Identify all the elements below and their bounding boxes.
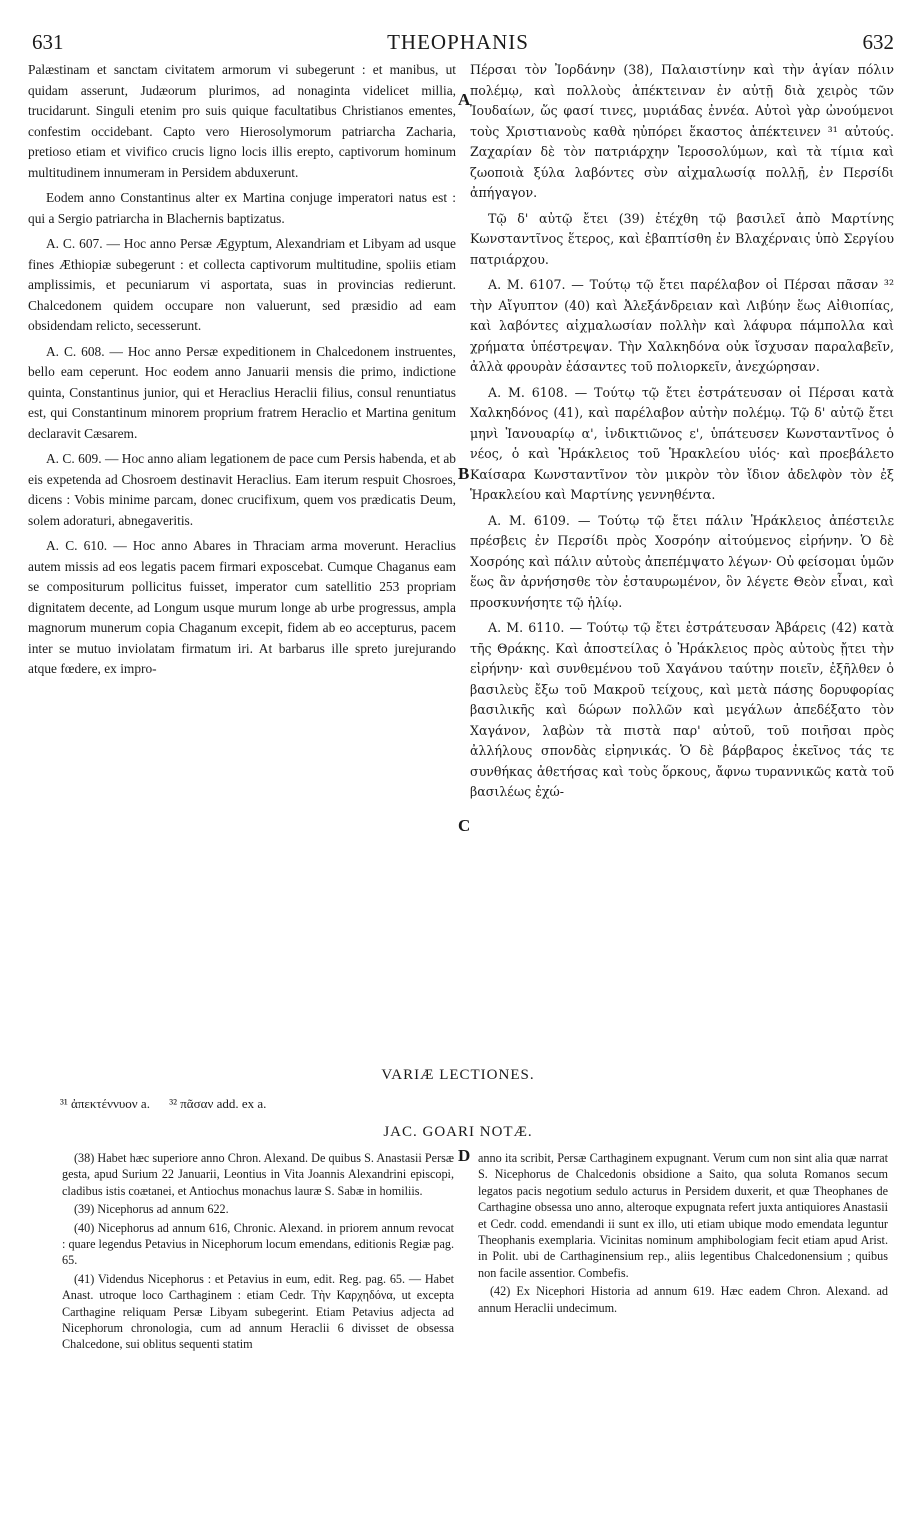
notes-right-column <box>478 1150 888 1318</box>
note: (39) Nicephorus ad annum 622. <box>74 1202 229 1217</box>
margin-letter-d: D <box>458 1146 471 1165</box>
latin-column <box>28 60 456 685</box>
running-title: THEOPHANIS <box>387 30 529 54</box>
greek-paragraph: A. M. 6109. — Τούτῳ τῷ ἔτει πάλιν Ἡράκλειος ἀπέστειλε πρέσβεις ἐν Περσίδι πρὸς Χοσρόην αἰτούμενος εἰρήνην. Ὁ δὲ Χοσρόης καὶ πάλιν αὐτοὺς ἀπεπέμψατο λέγων· Οὐ φείσομαι ὑμῶν ἕως ἂν ἀρνήσησθε τὸν ἐσταυρωμένον, ὃν λέγετε Θεὸν εἶναι, καὶ προσκυνήσητε τῷ ἡλίῳ. <box>470 512 894 610</box>
greek-paragraph: A. M. 6110. — Τούτῳ τῷ ἔτει ἐστράτευσαν Ἀβάρεις (42) κατὰ τῆς Θράκης. Καὶ ἀποστείλας ὁ Ἡράκλειος πρὸς αὐτοὺς ᾔτει τὴν εἰρήνην· καὶ συνθεμένου τοῦ Χαγάνου ταύτην ποιεῖν, ἐξῆλθεν ὁ βασιλεὺς ἔξω τοῦ Μακροῦ τείχους, καὶ μετὰ πάσης δορυφορίας βασιλικῆς καὶ δώρων πολλῶν καὶ μεγάλων ἀπεδέξατο τὸν Χαγάνον, λαβὼν τὰ πιστὰ παρ' αὐτοῦ, τοῦ ποιῆσαι πρὸς ἀλλήλους σπονδὰς εἰρηνικάς. Ὁ δὲ βάρβαρος ἐκεῖνος τάς τε συνθήκας ἀθετήσας καὶ τοὺς ὅρκους, ἄφνω τυραννικῶς κατὰ τοῦ βασιλέως ἐχώ- <box>470 620 894 799</box>
greek-column <box>470 60 894 808</box>
latin-paragraph: A. C. 607. — Hoc anno Persæ Ægyptum, Alexandriam et Libyam ad usque fines Æthiopiæ subegerunt : et collecta captivorum multitudine, spoliis etiam amplissimis, et pecuniarum vi asportata, suas in provincias redierunt. Chalcedonem quidem occupare non valuerunt, sed præsidio ad eam obsidendam relicto, secesserunt. <box>28 236 456 333</box>
note: (41) Videndus Nicephorus : et Petavius in eum, edit. Reg. pag. 65. — Habet Anast. utroque loco Carthaginem : etiam Cedr. Τὴν Καρχηδόνα, ut excepta Carthagine reliquam Persæ Libyam subegerint. Etiam Petavius adjecta ad Nicephorum chronologia, cum ad annum Heraclii 6 divisset de obsessa Chalcedone, sui oblitus sequenti statim <box>62 1271 454 1352</box>
note: (40) Nicephorus ad annum 616, Chronic. Alexand. in priorem annum revocat : quare legendus Petavius in Nicephorum locum emendans, editionis Regiæ pag. 65. <box>62 1220 454 1268</box>
greek-paragraph: A. M. 6107. — Τούτῳ τῷ ἔτει παρέλαβον οἱ Πέρσαι πᾶσαν ³² τὴν Αἴγυπτον (40) καὶ Ἀλεξάνδρειαν καὶ Λιβύην ἕως Αἰθιοπίας, καὶ λαβόντες αἰχμαλωσίαν πολλὴν καὶ λάφυρα πάμπολλα καὶ χρήματα ὑπέστρεψαν. Τὴν Χαλκηδόνα οὐκ ἴσχυσαν παραλαβεῖν, ἀλλὰ φρουρὰν ἐάσαντες τοῦ πολιορκεῖν, ἀνεχώρησαν. <box>470 277 894 374</box>
latin-paragraph: A. C. 609. — Hoc anno aliam legationem de pace cum Persis habenda, et ab eis expetenda ad Chosroem destinavit Heraclius. Eam iterum respuit Chosroes, dicens : Vobis minime parcam, donec crucifixum, quem vos prædicatis Deum, solem adoraturi, abnegaveritis. <box>28 451 456 528</box>
book-page <box>22 22 894 1520</box>
margin-letter-c: C <box>458 816 471 835</box>
latin-paragraph: Eodem anno Constantinus alter ex Martina conjuge imperatori natus est : qui a Sergio patriarcha in Blachernis baptizatus. <box>28 190 456 226</box>
latin-paragraph: Palæstinam et sanctam civitatem armorum vi subegerunt : et manibus, ut quidam asserunt, Judæorum plurimos, ad nonaginta videlicet millia, trucidarunt. Singuli etenim pro suis quique facultatibus Christianos ementes, confestim occidebant. Capto vero Hierosolymorum patriarcha Zacharia, pretioso etiam et vivifico crucis ligno locis illis erepto, captivorum hominum multitudinem innumeram in Persidem abduxerunt. <box>28 62 456 180</box>
variae-lectiones-list <box>60 1096 282 1112</box>
latin-paragraph: A. C. 608. — Hoc anno Persæ expeditionem in Chalcedonem instruentes, bello eam ceperunt. Hoc eodem anno Januarii mensis die primo, indictione quinta, Constantinus junior, qui et Heraclius Heraclii filius, consul renuntiatus est, qui Constantinum minorem proprium fratrem Heraclio et Martina genitum declaravit Cæsarem. <box>28 343 456 441</box>
greek-paragraph: A. M. 6108. — Τούτῳ τῷ ἔτει ἐστράτευσαν οἱ Πέρσαι κατὰ Χαλκηδόνος (41), καὶ παρέλαβον αὐτὴν πολέμῳ. Τῷ δ' αὐτῷ ἔτει μηνὶ Ἰανουαρίῳ α', ἰνδικτιῶνος ε', ὑπάτευσεν Κωνσταντῖνος ὁ νέος, ὁ καὶ Ἡράκλειος τοῦ Ἡρακλείου υἱός· καὶ προεβάλετο Καίσαρα Κωνσταντῖνον τὸν μικρὸν τὸν ἴδιον ἀδελφὸν τὸν ἐξ Ἡρακλείου καὶ Μαρτίνης γεννηθέντα. <box>470 384 894 502</box>
latin-paragraph: A. C. 610. — Hoc anno Abares in Thraciam arma moverunt. Heraclius autem missis ad eos legatis pacem firmari exposcebat. Cumque Chaganus eam se compositurum pollicitus fuisset, imperator cum satellitio 253 propriam dignitatem decente, ad Longum usque murum longe ab urbe progressus, ampla magnorum munerum copia Chaganum excepit, fidem ab eo accepturus, pacem inter se mutuo inviolatam firmatum iri. At barbarus ille spreto jurejurando atque fœdere, ex impro- <box>28 538 456 676</box>
note: (38) Habet hæc superiore anno Chron. Alexand. De quibus S. Anastasii Persæ gesta, apud Surium 22 Januarii, Leontius in Vita Joannis Alexandrini episcopi, cladibus istis coætanei, et Antiochus monachus lauræ S. Sabæ in homiliis. <box>62 1151 454 1198</box>
notes-title: JAC. GOARI NOTÆ. <box>383 1124 533 1140</box>
notes-section <box>22 1150 894 1520</box>
note: anno ita scribit, Persæ Carthaginem expugnant. Verum cum non sint alia quæ narrat S. Nicephorus de Chalcedonis obsidione a Saito, qua soluta Romanos secum legatos pacis negotium sedulo acturus in Persidem duxerit, et quæ Theophanes de Carthagine obsessa uno anno, alteroque expugnata refert juxta antiquiores Anastasii et Cedr. codd. emendandi ii sunt ex illo, uti etiam ubique modo emendata leguntur Theophanis exemplaria. Vicinitas nominum amphibologiam fecit etiam apud Arist. in Polit. ubi de Carthaginensium rep., aliis legentibus Chalcedonensium ; quibus non facile assentior. Combefis. <box>478 1151 888 1280</box>
margin-letter-b: B <box>458 464 470 483</box>
variant-reading: ³¹ ἀπεκτέννυον a. <box>60 1096 150 1111</box>
variae-lectiones-title: VARIÆ LECTIONES. <box>381 1067 535 1083</box>
notes-left-column <box>62 1150 454 1355</box>
two-column-text <box>22 60 894 1045</box>
page-number-left: 631 <box>32 30 64 54</box>
page-header <box>22 22 894 62</box>
greek-paragraph: Τῷ δ' αὐτῷ ἔτει (39) ἐτέχθη τῷ βασιλεῖ ἀπὸ Μαρτίνης Κωνσταντῖνος ἕτερος, καὶ ἐβαπτίσθη ἐν Βλαχέρναις ὑπὸ Σεργίου πατριάρχου. <box>470 210 894 267</box>
greek-paragraph: Πέρσαι τὸν Ἰορδάνην (38), Παλαιστίνην καὶ τὴν ἁγίαν πόλιν πολέμῳ, καὶ πολλοὺς ἀπέκτειναν ἐν αὐτῇ διὰ χειρὸς τῶν Ἰουδαίων, ὥς φασί τινες, μυριάδας ἐννέα. Αὐτοὶ γὰρ ὠνούμενοι τοὺς Χριστιανοὺς καθὰ ηὐπόρει ἕκαστος ἀπέκτεινεν ³¹ αὐτούς. Ζαχαρίαν δὲ τὸν πατριάρχην Ἱεροσολύμων, καὶ τὰ τίμια καὶ ζωοποιὰ ξύλα λαβόντες σὺν αἰχμαλωσίᾳ πολλῇ, ἐν Περσίδι ἀπήγαγον. <box>470 62 894 200</box>
note: (42) Ex Nicephori Historia ad annum 619. Hæc eadem Chron. Alexand. ad annum Heraclii undecimum. <box>478 1284 888 1315</box>
page-number-right: 632 <box>862 30 894 54</box>
variant-reading: ³² πᾶσαν add. ex a. <box>169 1096 267 1111</box>
margin-letter-a: A <box>458 90 471 109</box>
